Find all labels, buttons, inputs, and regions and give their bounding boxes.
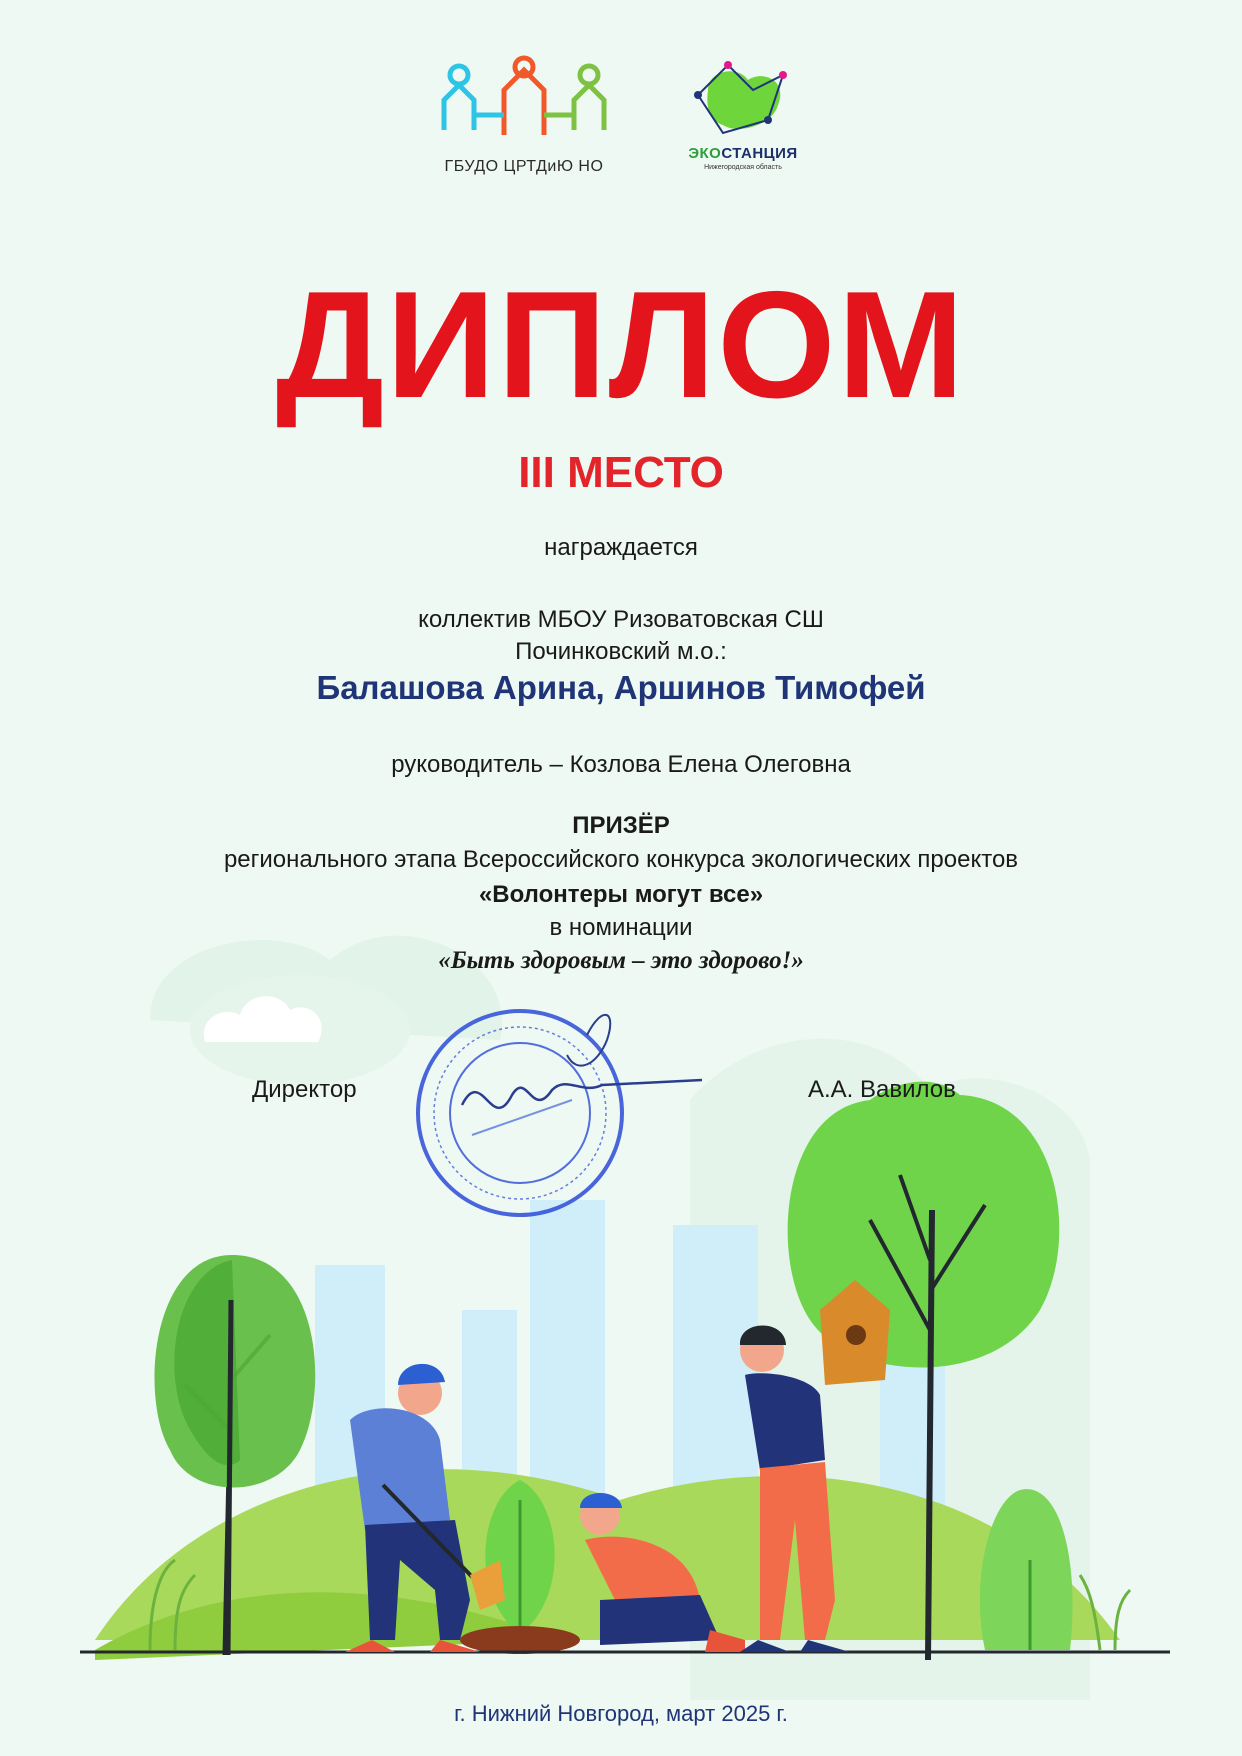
signature-position: Директор bbox=[252, 1076, 357, 1103]
ekostanciya-logo bbox=[668, 55, 818, 185]
place-label: III МЕСТО bbox=[518, 448, 724, 497]
team-line-1: коллектив МБОУ Ризоватовская СШ bbox=[418, 606, 824, 633]
ekostanciya-title: ЭКОСТАНЦИЯ bbox=[688, 145, 798, 162]
ekostanciya-subtitle: Нижегородская область bbox=[704, 164, 782, 171]
signature-name: А.А. Вавилов bbox=[808, 1076, 956, 1103]
contest-line: регионального этапа Всероссийского конкурса экологических проектов bbox=[223, 846, 1019, 873]
nomination-title: «Быть здоровым – это здорово!» bbox=[438, 947, 804, 974]
crtdiyu-logo-caption: ГБУДО ЦРТДиЮ НО bbox=[444, 158, 604, 175]
crtdiyu-logo bbox=[424, 55, 624, 185]
diploma-title: ДИПЛОМ bbox=[275, 260, 967, 430]
awarded-text: награждается bbox=[544, 534, 698, 561]
official-stamp bbox=[402, 995, 702, 1245]
puzzle-people-icon bbox=[424, 55, 624, 155]
status-heading: ПРИЗЁР bbox=[572, 812, 670, 839]
ekostanciya-emblem-icon bbox=[668, 55, 818, 147]
nomination-label: в номинации bbox=[549, 914, 693, 941]
footer-city-date: г. Нижний Новгород, март 2025 г. bbox=[454, 1701, 788, 1726]
awardee-names: Балашова Арина, Аршинов Тимофей bbox=[316, 669, 926, 706]
supervisor-text: руководитель – Козлова Елена Олеговна bbox=[391, 751, 851, 778]
team-line-2: Починковский м.о.: bbox=[515, 638, 727, 665]
contest-name: «Волонтеры могут все» bbox=[478, 881, 764, 908]
